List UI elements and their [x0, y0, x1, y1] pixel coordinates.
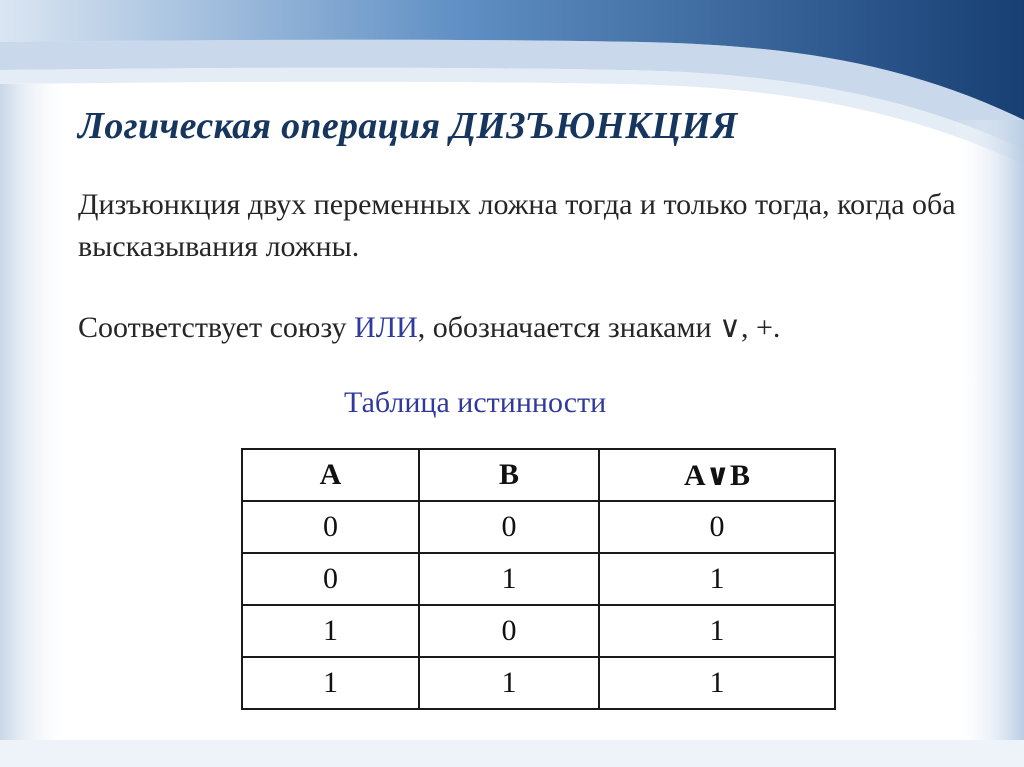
- correspondence-prefix: Соответствует союзу: [78, 311, 355, 344]
- table-cell: 0: [242, 553, 419, 605]
- table-cell: 1: [242, 605, 419, 657]
- table-cell: 1: [419, 553, 599, 605]
- table-cell: 0: [419, 605, 599, 657]
- header-a-or-b: A∨B: [599, 449, 835, 501]
- truth-table: [241, 448, 836, 710]
- table-header-row: [242, 449, 835, 501]
- correspondence-suffix: , обозначается знаками ∨, +.: [417, 311, 781, 344]
- table-cell: 0: [599, 501, 835, 553]
- table-row: [242, 553, 835, 605]
- header-b: B: [419, 449, 599, 501]
- table-cell: 1: [599, 605, 835, 657]
- header-a: A: [242, 449, 419, 501]
- table-cell: 1: [242, 657, 419, 709]
- slide-title: Логическая операция ДИЗЪЮНКЦИЯ: [78, 105, 738, 147]
- table-cell: 0: [419, 501, 599, 553]
- keyword-or: ИЛИ: [354, 311, 418, 344]
- table-caption: Таблица истинности: [344, 386, 607, 419]
- table-row: [242, 501, 835, 553]
- table-cell: 1: [599, 553, 835, 605]
- table-row: [242, 605, 835, 657]
- table-cell: 1: [599, 657, 835, 709]
- table-cell: 1: [419, 657, 599, 709]
- table-cell: 0: [242, 501, 419, 553]
- correspondence-text: [78, 307, 998, 349]
- table-row: [242, 657, 835, 709]
- definition-text: Дизъюнкция двух переменных ложна тогда и только тогда, когда оба высказывания ложны.: [78, 188, 956, 263]
